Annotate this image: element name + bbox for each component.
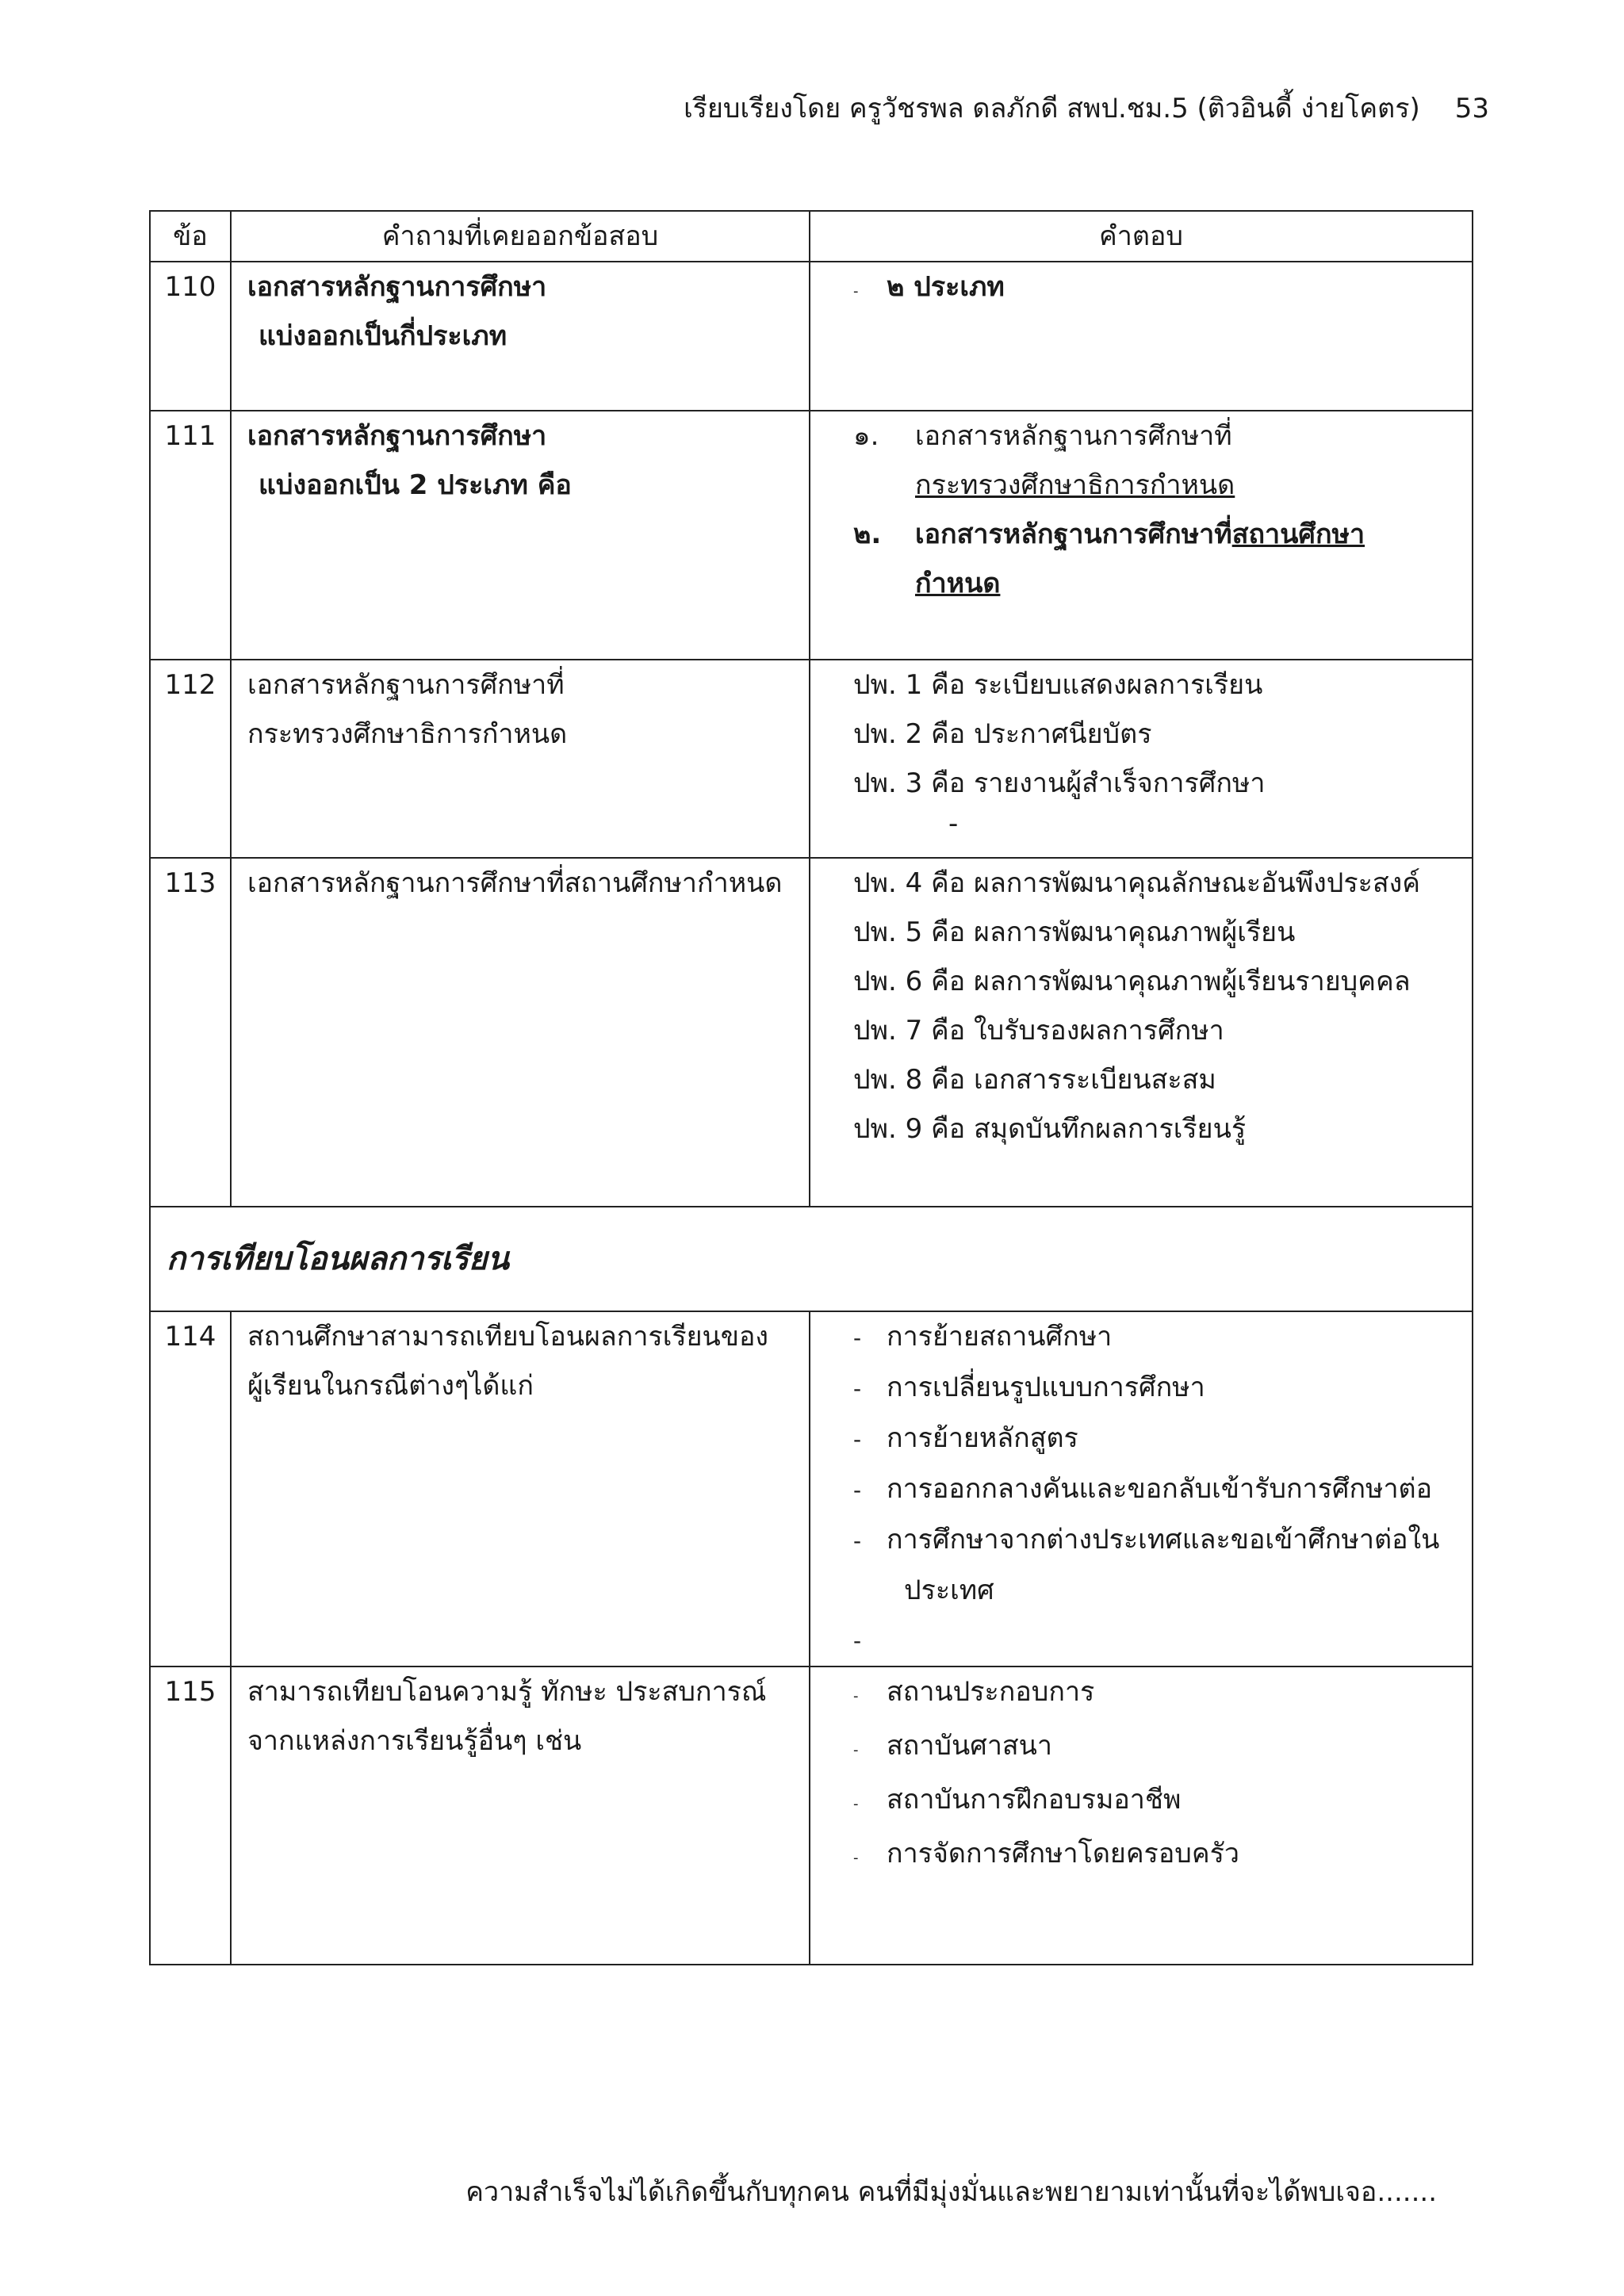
bullet: - [853, 1796, 859, 1812]
answer-cell [810, 858, 1473, 1207]
list-number: ๑. [853, 420, 879, 452]
bullet: - [853, 1376, 862, 1402]
question-line: เอกสารหลักฐานการศึกษาที่สถานศึกษากำหนด [247, 867, 783, 899]
answer-line: ประเทศ [904, 1575, 994, 1606]
row-number: 115 [150, 1667, 231, 1965]
answer-cell [810, 660, 1473, 858]
answer-line: ๑. เอกสารหลักฐานการศึกษาที่ [853, 411, 1472, 461]
question-line: เอกสารหลักฐานการศึกษา [247, 271, 547, 303]
answer-cell [810, 411, 1473, 660]
bullet: - [853, 1426, 862, 1452]
question-line: แบ่งออกเป็นกี่ประเภท [259, 320, 508, 352]
answer-line: - การย้ายสถานศึกษา [853, 1312, 1472, 1363]
bullet: - [853, 1850, 859, 1866]
answer-line: - [948, 808, 959, 840]
answer-line [853, 1615, 1472, 1666]
question-cell [231, 660, 810, 858]
row-number: 111 [150, 411, 231, 660]
table-row [150, 262, 1473, 411]
col-header-answer: คำตอบ [810, 211, 1473, 262]
answer-line: ปพ. 9 คือ สมุดบันทึกผลการเรียนรู้ [853, 1113, 1247, 1145]
question-cell [231, 1667, 810, 1965]
page-header [159, 89, 1489, 128]
answer-line: - การเปลี่ยนรูปแบบการศึกษา [853, 1363, 1472, 1414]
answer-line: - สถาบันศาสนา [853, 1721, 1472, 1775]
answer-line: ปพ. 5 คือ ผลการพัฒนาคุณภาพผู้เรียน [853, 916, 1296, 948]
table-row [150, 1311, 1473, 1667]
question-line: สถานศึกษาสามารถเทียบโอนผลการเรียนของ [247, 1321, 769, 1353]
row-number: 112 [150, 660, 231, 858]
bullet: - [853, 1628, 862, 1654]
question-cell [231, 1311, 810, 1667]
answer-line: - การจัดการศึกษาโดยครอบครัว [853, 1829, 1472, 1883]
question-line: สามารถเทียบโอนความรู้ ทักษะ ประสบการณ์ [247, 1676, 767, 1708]
bullet: - [853, 1325, 862, 1351]
question-line: เอกสารหลักฐานการศึกษา [247, 420, 547, 452]
answer-line: ปพ. 4 คือ ผลการพัฒนาคุณลักษณะอันพึงประสงค์ [853, 867, 1420, 899]
bullet: - [853, 1477, 862, 1503]
answer-line: กระทรวงศึกษาธิการกำหนด [915, 469, 1235, 501]
question-line: กระทรวงศึกษาธิการกำหนด [247, 718, 568, 750]
table-header-row [150, 211, 1473, 262]
answer-cell [810, 262, 1473, 411]
answer-cell [810, 1311, 1473, 1667]
question-line: เอกสารหลักฐานการศึกษาที่ [247, 669, 565, 701]
answer-line: ปพ. 8 คือ เอกสารระเบียนสะสม [853, 1064, 1216, 1096]
section-row [150, 1207, 1473, 1311]
answer-line: - การย้ายหลักสูตร [853, 1414, 1472, 1464]
answer-line: ปพ. 3 คือ รายงานผู้สำเร็จการศึกษา [853, 767, 1266, 799]
col-header-no: ข้อ [150, 211, 231, 262]
answer-line: ปพ. 2 คือ ประกาศนียบัตร [853, 718, 1152, 750]
answer-line: - ๒ ประเภท [853, 262, 1472, 316]
list-number: ๒. [853, 519, 882, 550]
page-number: 53 [1454, 93, 1489, 124]
bullet: - [853, 1528, 862, 1554]
answer-line: กำหนด [915, 568, 1001, 599]
answer-line: ปพ. 1 คือ ระเบียบแสดงผลการเรียน [853, 669, 1263, 701]
question-line: แบ่งออกเป็น 2 ประเภท คือ [259, 469, 572, 501]
answer-line: - สถาบันการฝึกอบรมอาชีพ [853, 1775, 1472, 1829]
table-row [150, 858, 1473, 1207]
answer-line: - สถานประกอบการ [853, 1667, 1472, 1721]
question-line: จากแหล่งการเรียนรู้อื่นๆ เช่น [247, 1725, 582, 1757]
question-cell [231, 858, 810, 1207]
bullet: - [853, 283, 859, 300]
table-row [150, 660, 1473, 858]
table-row [150, 411, 1473, 660]
question-cell [231, 411, 810, 660]
row-number: 110 [150, 262, 231, 411]
row-number: 114 [150, 1311, 231, 1667]
col-header-question: คำถามที่เคยออกข้อสอบ [231, 211, 810, 262]
table-row [150, 1667, 1473, 1965]
question-line: ผู้เรียนในกรณีต่างๆได้แก่ [247, 1370, 534, 1402]
section-title: การเทียบโอนผลการเรียน [150, 1207, 1473, 1311]
bullet: - [853, 1688, 859, 1705]
answer-cell [810, 1667, 1473, 1965]
answer-line: ปพ. 7 คือ ใบรับรองผลการศึกษา [853, 1015, 1224, 1047]
page-footer: ความสำเร็จไม่ได้เกิดขึ้นกับทุกคน คนที่มีมุ่งมั่นและพยายามเท่านั้นที่จะได้พบเจอ....... [465, 2176, 1437, 2208]
answer-line: ๒. เอกสารหลักฐานการศึกษาที่สถานศึกษา [853, 510, 1472, 559]
row-number: 113 [150, 858, 231, 1207]
answer-line: - การออกกลางคันและขอกลับเข้ารับการศึกษาต่อ [853, 1464, 1472, 1515]
question-cell [231, 262, 810, 411]
answer-line: - การศึกษาจากต่างประเทศและขอเข้าศึกษาต่อใน [853, 1515, 1472, 1566]
header-text: เรียบเรียงโดย ครูวัชรพล ดลภักดี สพป.ชม.5 (ติวอินดี้ ง่ายโคตร) [684, 93, 1420, 124]
qa-table [149, 210, 1473, 1965]
answer-line: ปพ. 6 คือ ผลการพัฒนาคุณภาพผู้เรียนรายบุคคล [853, 966, 1411, 997]
bullet: - [853, 1742, 859, 1758]
